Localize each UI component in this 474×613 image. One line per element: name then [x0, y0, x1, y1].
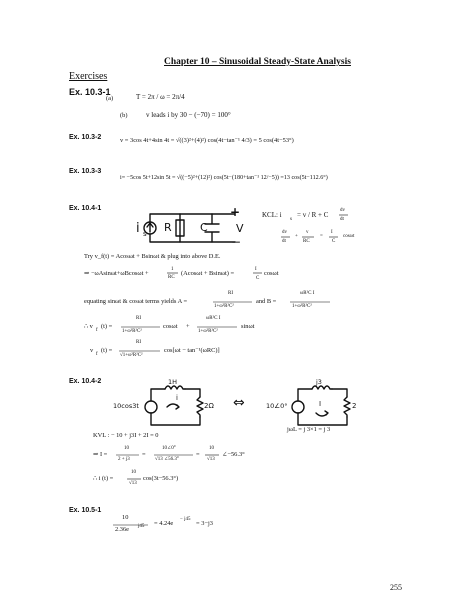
resistor-value: 2Ω — [204, 402, 214, 410]
coef-b-lead: and B = — [256, 298, 277, 305]
vf-plus: + — [186, 323, 190, 330]
de-eq: = — [320, 234, 323, 239]
de-c: C — [332, 239, 336, 244]
capacitor-label: C — [200, 221, 208, 234]
impedance-calc: jωL = j 3×1 = j 3 — [287, 426, 331, 433]
de-dt: dt — [282, 239, 286, 244]
vf-lead: ∴ v — [84, 323, 93, 330]
time-num: 10 — [131, 470, 136, 475]
vf2-cos: cos[ωt − tan⁻¹(ωRC)] — [164, 347, 220, 354]
de-im: I — [331, 230, 333, 235]
kvl-equation: KVL : − 10 + j3I + 2I = 0 — [93, 432, 159, 439]
voltage-label: V — [236, 222, 244, 235]
time-cos: cos(3t−56.3°) — [143, 475, 179, 482]
phasor-eq2: = — [196, 451, 200, 458]
exercise-label-10-3-1: Ex. 10.3-1 — [69, 87, 111, 97]
implies-rc: RC — [168, 275, 175, 280]
phasor-eq1: = — [142, 451, 146, 458]
inductor-value: 1H — [168, 378, 178, 386]
page-number: 255 — [390, 583, 402, 592]
ex-10-5-1-num: 10 — [122, 514, 129, 521]
kcl-dt: dt — [340, 217, 344, 222]
equating-line: equating sinωt & cosωt terms yields A = — [84, 298, 188, 305]
vf-t: (t) = — [101, 323, 113, 330]
kcl-rhs: = v / R + C — [297, 211, 329, 219]
kcl-lead: KCL: i — [262, 211, 282, 219]
phasor-den2: √13 — [207, 457, 215, 462]
part-b-label: (b) — [120, 112, 128, 119]
current-label-time: i — [176, 394, 178, 402]
implies-line-b: (Acosωt + Bsinωt) = — [181, 270, 235, 277]
phasor-angle-final: ∠−56.3° — [222, 451, 245, 458]
try-solution-line: Try v_f(t) = Acosωt + Bsinωt & plug into above D.E. — [84, 253, 221, 260]
coef-b-den: 1+ω²R²C² — [292, 304, 312, 309]
equivalence-arrow: ⇔ — [233, 395, 245, 411]
kcl-sub: s — [290, 217, 292, 222]
vf2-sub: f — [96, 352, 98, 357]
ex-10-5-1-exp1: j45 — [138, 524, 145, 529]
vf-sin: sinωt — [241, 323, 255, 330]
vf2-num: RI — [136, 340, 141, 345]
resistor-impedance: 2 — [352, 402, 357, 410]
de-cos: cosωt — [343, 234, 355, 239]
de-rc: RC — [303, 239, 310, 244]
ex-10-5-1-mid: = 4.24e — [154, 520, 174, 527]
resistor-label: R — [164, 221, 172, 234]
exercise-label-10-3-3: Ex. 10.3-3 — [69, 168, 102, 175]
exercise-label-10-3-2: Ex. 10.3-2 — [69, 134, 102, 141]
vf-sub: f — [96, 328, 98, 333]
de-v: v — [306, 230, 309, 235]
page-title: Chapter 10 – Sinusoidal Steady-State Analysis — [164, 57, 351, 67]
exercise-label-10-4-1: Ex. 10.4-1 — [69, 205, 102, 212]
phasor-den: 2 + j3 — [118, 457, 130, 462]
de-plus: + — [295, 234, 298, 239]
implies-cos: cosωt — [264, 270, 279, 277]
coef-b-num: ωR²C I — [300, 291, 315, 296]
vf2-lead: v — [90, 347, 94, 354]
vf2-den: √1+ω²R²C² — [120, 353, 143, 358]
vf-b-num: ωR²C I — [206, 316, 221, 321]
implies-one: 1 — [171, 267, 174, 272]
equation-10-3-3: i= −5cos 5t+12sin 5t = √((−5)²+(12)²) cos(5t−(180+tan⁻¹ 12/−5)) =13 cos(5t−112.6°) — [120, 175, 328, 181]
part-a-label: (a) — [106, 95, 114, 102]
time-lead: ∴ i (t) = — [93, 475, 114, 482]
equation-10-3-1b: v leads i by 30 − (−70) = 100° — [146, 111, 231, 119]
coef-a-den: 1+ω²R²C² — [214, 304, 234, 309]
time-den: √13 — [129, 481, 137, 486]
implies-c: C — [256, 276, 260, 281]
source-value-time: 10cos3t — [113, 402, 139, 410]
phasor-num2: 10 — [209, 446, 214, 451]
vf-a-den: 1+ω²R²C² — [122, 329, 142, 334]
source-value-phasor: 10∠0° — [266, 402, 288, 410]
implies-line-a: ⇒ −ωAsinωt+ωBcosωt + — [84, 270, 149, 277]
kcl-dv: dv — [340, 208, 345, 213]
exercise-label-10-5-1: Ex. 10.5-1 — [69, 507, 102, 514]
ex-10-5-1-den: 2.36e — [115, 526, 130, 533]
vf-a-num: RI — [136, 316, 141, 321]
section-heading: Exercises — [69, 71, 108, 82]
phasor-num-angle: 10∠0° — [162, 446, 176, 451]
phasor-num: 10 — [124, 446, 129, 451]
minus-sign: − — [231, 235, 242, 249]
inductor-impedance: j3 — [316, 378, 322, 386]
implies-im: I — [255, 267, 257, 272]
vf2-t: (t) = — [101, 347, 113, 354]
equation-10-3-2: v = 3cos 4t+4sin 4t = √((3)²+(4)²) cos(4t−tan⁻¹ 4/3) = 5 cos(4t−53°) — [120, 137, 294, 144]
coef-a-num: RI — [228, 291, 233, 296]
source-subscript: s — [143, 230, 147, 238]
exercise-label-10-4-2: Ex. 10.4-2 — [69, 378, 102, 385]
ex-10-5-1-exp2: − j45 — [180, 517, 191, 522]
vf-b-den: 1+ω²R²C² — [198, 329, 218, 334]
plus-sign: + — [230, 205, 241, 219]
phasor-lead: ⇒ I = — [93, 451, 108, 458]
vf-cos: cosωt — [163, 323, 178, 330]
phasor-den-angle: √13 ∠56.3° — [155, 457, 179, 462]
ex-10-5-1-result: = 3−j3 — [196, 520, 213, 527]
equation-10-3-1a: T = 2π / ω = 2π/4 — [136, 93, 185, 101]
de-dv: dv — [282, 230, 287, 235]
source-label: i — [136, 221, 140, 236]
current-label-phasor: I — [319, 400, 322, 408]
